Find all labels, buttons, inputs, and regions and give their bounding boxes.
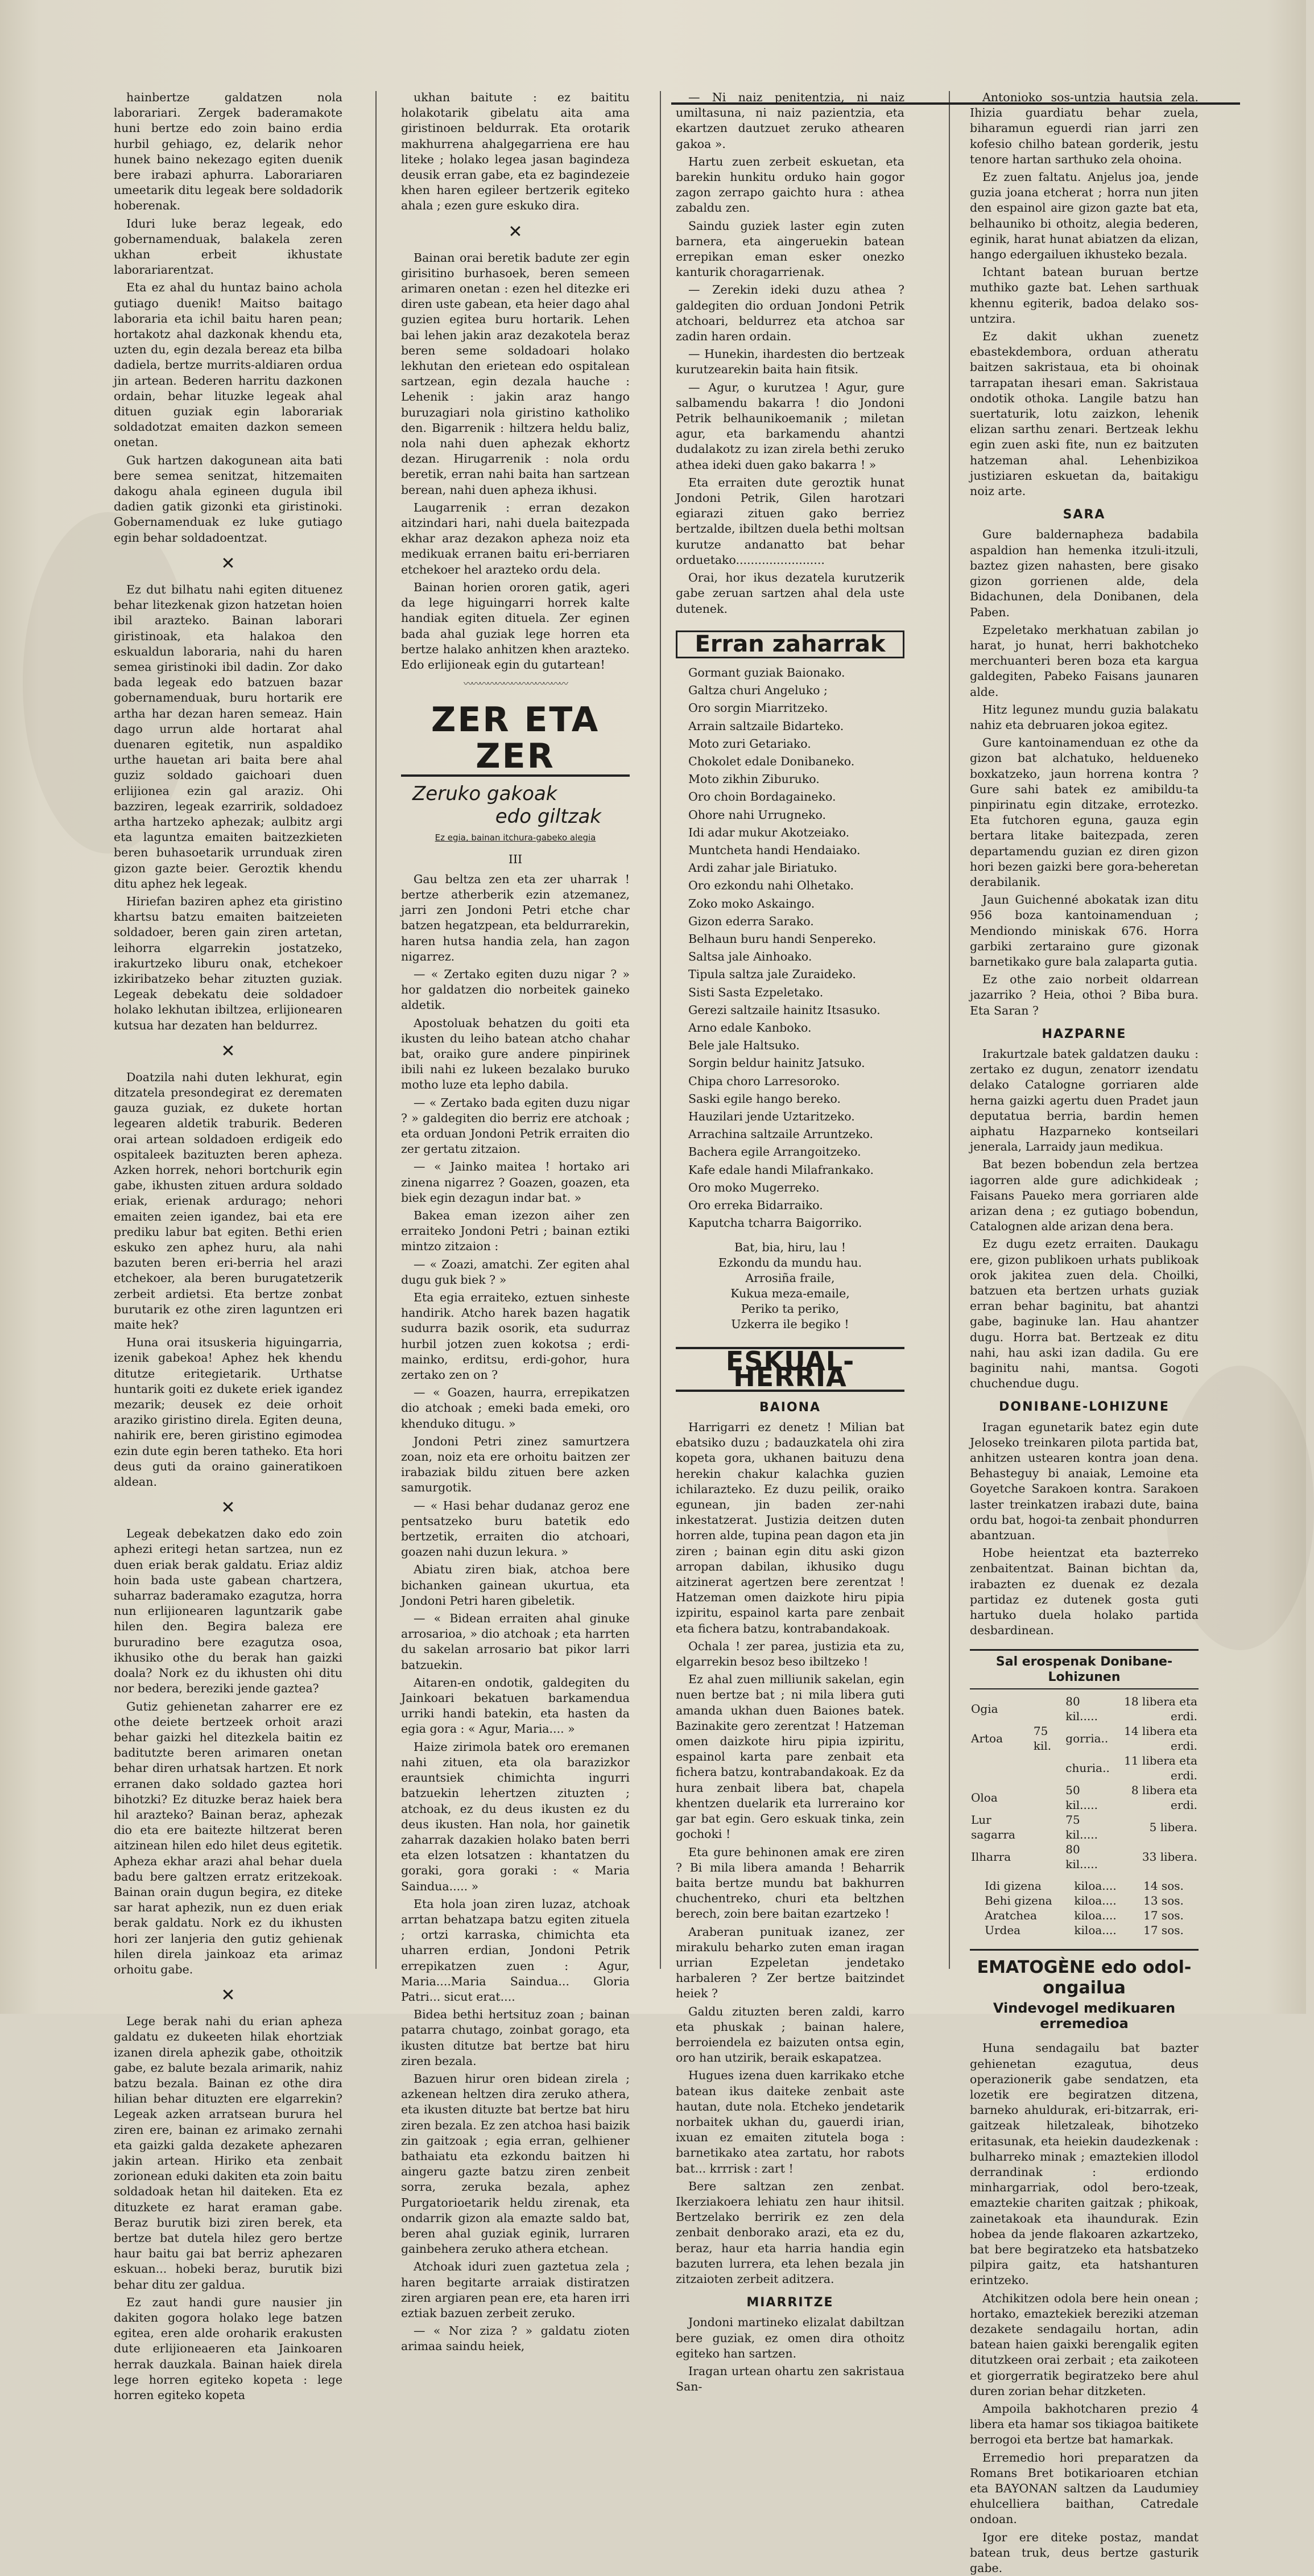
list-item: Arrain saltzaile Bidarteko. (688, 719, 844, 733)
table-row (970, 1694, 1199, 1724)
column-4 (970, 90, 1199, 2575)
table-cell (1032, 1842, 1064, 1872)
paragraph: Ez ahal zuen milliunik sakelan, egin nuen bertze bat ; ni mila libera guti amanda ukhan duen Baiones batek. Bazinakite gero zerentzat ! Hatzeman omen daizkote hiru pipia izpiritu, espainol karta pare zenbait eta fichera batzu, kontrabandakoak. Ez da hura zenbait libera bat, chapela khentzen duelarik eta lurreraino kor gar bat egin. Gero eskuak tinka, zein gochoki ! (676, 1672, 904, 1841)
paragraph: Aitaren-en ondotik, galdegiten du Jainkoari bekatuen barkamendua urriki handi batekin, eta hasten da egia gora : « Agur, Maria.... » (401, 1675, 630, 1736)
verse-line: Ezkondu da mundu hau. (718, 1256, 862, 1270)
paragraph: — « Nor ziza ? » galdatu zioten arimaa saindu heiek, (401, 2324, 630, 2354)
table-row (970, 1842, 1199, 1872)
paragraph: Atchoak iduri zuen gaztetua zela ; haren begitarte arraiak distiratzen ziren argiaren pean ere, eta haren irri eztiak bazuen zerbeit zeruko. (401, 2260, 630, 2320)
table-cell: Aratchea (985, 1908, 1037, 1922)
paragraph: Orai, hor ikus dezatela kurutzerik gabe zeruan sartzen ahal dela uste dutenek. (676, 571, 904, 616)
paragraph: Harrigarri ez denetz ! Milian bat ebatsiko duzu ; badauzkatela ohi zira kopeta gora, ukhanen baituzu dena herekin chakur kalachka guzien ichilarazteko. Ez duzu peilik, oraiko egunean, jin baden zer-nahi inkestatzerat. Justizia deitzen duten horren alde, tupina pean dagon eta jin ziren ; bainan egin ditu aski gizon arropan dabilan, ikhusiko dugu aitzinerat agertzen bere zerentzat ! Hatzeman omen daizkote hiru pipia izpiritu, espainol karta pare zenbait eta fichera batzu, kontrabandakoak. (676, 1420, 904, 1635)
town-heading: MIARRITZE (746, 2295, 834, 2310)
list-item: Oro choin Bordagaineko. (688, 790, 836, 804)
price-table (970, 1694, 1199, 1872)
paragraph: Lege berak nahi du erian apheza galdatu ez dukeeten hilak ehortziak izanen direla aphezik gabe, othoitzik gabe, ez balute bezala arimarik, nahiz batzu bezala. Bainan ez othe dira hilian behar dituzten ere elgarrekin? Legeak azken arratsean burura hel ziren ere, bainan ez arimako zernahi eta gaizki galda dezakete aphezaren jakin artean. Hiriko eta zenbait zorionean eduki dakiten eta zoin baitu soldadoak hetan hil daiteken. Eta ez dituzkete ez harat eraman gabe. Beraz burutik bizi ziren berek, eta bertze bat dutela hilez gero bertze haur baitu gai bat berriz aphezaren eskuan... hobeki beraz, burutik bizi behar ditu zer galdua. (114, 2014, 342, 2291)
paragraph: Antonioko sos-untzia hautsia zela. Ihizia guardiatu behar zuela, biharamun eguerdi rian jarri zen kofesio chilho batean gorderik, jestu tenore hartan sarthuko zela ohoina. (970, 90, 1199, 166)
paragraph: hainbertze galdatzen nola laborariari. Zergek baderamakote huni bertze edo zoin baino erdia hurbil gehiago, ez, delarik nehor hunek baino nekezago egiten duenik bere irabazi aphurra. Laborariaren umeetarik ditu legeak bere soldadorik hoberenak. (114, 90, 342, 213)
column-rule (660, 91, 661, 1969)
list-item: Saltsa jale Ainhoako. (688, 950, 812, 964)
list-item: Bachera egile Arrangoitzeko. (688, 1145, 861, 1159)
paragraph: Iragan egunetarik batez egin dute Jeloseko treinkaren pilota partida bat, anhitzen ustearen kontra joan dena. Behasteguy bi anaiak, Lemoine eta Goyetche Sarakoen kontra. Sarakoen laster treinkatzen irabazi dute, baina ordu bat, hogoi-ta zenbait phondurren abantzuan. (970, 1420, 1199, 1543)
table-cell: gorria.. (1065, 1731, 1109, 1745)
verse (676, 1240, 904, 1332)
table-cell (1032, 1812, 1064, 1842)
column-1 (114, 90, 342, 2402)
verse-line: Arrosiña fraile, (745, 1271, 835, 1285)
table-cell: 18 libera eta erdi. (1124, 1694, 1197, 1723)
paragraph: Bakea eman izezon aiher zen erraiteko Jondoni Petri ; bainan eztiki mintzo zitzaion : (401, 1208, 630, 1254)
paragraph: — Hunekin, ihardesten dio bertzeak kurutzearekin baita hain fitsik. (676, 347, 904, 377)
table-cell: kiloa.... (1074, 1893, 1117, 1907)
story-tagline: Ez egia, bainan itchura-gabeko alegia (435, 832, 596, 843)
list-item: Moto zuri Getariako. (688, 736, 811, 751)
table-cell: 75 kil. (1033, 1724, 1052, 1753)
town-heading: BAIONA (759, 1400, 821, 1415)
paragraph: Jondoni martineko elizalat dabiltzan bere guziak, ez omen dira othoitz egiteko han sartzen. (676, 2315, 904, 2360)
list-item: Oro sorgin Miarritzeko. (688, 701, 828, 715)
table-cell: 80 kil..... (1065, 1694, 1098, 1723)
paragraph: Bat bezen bobendun zela bertzea iagorren alde gure adichkideak ; Faisans Paueko mera gorriaren alde arizan dena ; ez gutiago bobendun, Catalognen alde arizan dena bera. (970, 1157, 1199, 1234)
story-body (401, 872, 630, 2355)
list-item: Gerezi saltzaile hainitz Itsasuko. (688, 1003, 881, 1017)
list-item: Gizon ederra Sarako. (688, 914, 814, 928)
table-cell: 14 libera eta erdi. (1124, 1724, 1197, 1753)
paragraph: Atchikitzen odola bere hein onean ; hortako, emaztekiek bereziki atzeman dezakete sendagailu hortan, adin batean haien gaixki berengalik egiten ditutzkeen orai zerbait ; eta zaikoteen et giorgerratik begiratzeko bere ahul duren zorian behar ditzketen. (970, 2291, 1199, 2398)
table-cell (1032, 1783, 1064, 1812)
paragraph: Bainan horien ororen gatik, ageri da lege higuingarri horrek kalte handiak egiten dituela. Zer eginen bada ahal guziak lege horren eta bertze halako anhitzen khen arazteko. Edo erlijioneak egin du gutartean! (401, 580, 630, 671)
list-item: Gormant guziak Baionako. (688, 665, 845, 679)
list-item: Hauzilari jende Uztaritzeko. (688, 1109, 855, 1123)
story-subtitle: edo giltzak (495, 805, 601, 829)
paragraph: Laugarrenik : erran dezakon aitzindari hari, nahi duela baitezpada ekhar araz dezakon apheza noiz eta medikuak erranen baitu eri-berriaren etchekoer hel arazteko ordu dela. (401, 500, 630, 576)
section-separator-icon: ✕ (508, 221, 523, 242)
town-heading: DONIBANE-LOHIZUNE (999, 1400, 1170, 1415)
paragraph: Ez zuen faltatu. Anjelus joa, jende guzia joana etcherat ; horra nun jiten den espainol aire gizon gazte bat eta, belhauniko bi othoitz, alegia bederen, eginik, harat hunat abiatzen da elizan, hango edergailuen ikhusteko bezala. (970, 170, 1199, 262)
table-cell: Lur sagarra (971, 1812, 1015, 1841)
list-item: Arrachina saltzaile Arruntzeko. (688, 1127, 874, 1141)
list-item: Moto zikhin Ziburuko. (688, 772, 820, 786)
column-3 (676, 90, 904, 2394)
table-cell: 50 kil..... (1065, 1783, 1098, 1812)
table-cell: Oloa (971, 1790, 998, 1804)
paragraph: Bidea bethi hertsituz zoan ; bainan patarra chutago, zoinbat gorago, eta ikusten ditutze bat bertze bat hiru ziren bezala. (401, 2008, 630, 2068)
ornament-divider-icon: 〰〰〰〰〰〰〰〰〰〰〰〰〰 (463, 678, 567, 690)
town-heading: HAZPARNE (1042, 1027, 1127, 1041)
paragraph: Ez zaut handi gure nausier jin dakiten gogora holako lege batzen egitea, eren alde oroharik erakusten dute erlijioneaeren eta Jainkoaren herrak dauzkala. Bainan haiek direla lege horren egiteko kopeta : lege horren egiteko kopeta (114, 2295, 342, 2402)
list-item: Zoko moko Askaingo. (688, 896, 815, 910)
list-item: Arno edale Kanboko. (688, 1020, 812, 1034)
table-row (984, 1908, 1185, 1923)
article-body (114, 582, 342, 1033)
list-item: Oro ezkondu nahi Olhetako. (688, 879, 854, 893)
table-cell (1032, 1753, 1064, 1783)
paragraph: — Zerekin ideki duzu athea ? galdegiten dio orduan Jondoni Petrik atchoari, beldurrez eta atchoa sar zadin haren ordain. (676, 283, 904, 344)
table-cell: 80 kil..... (1065, 1842, 1098, 1871)
price-table-heading: Sal erospenak Donibane-Lohizunen (970, 1649, 1199, 1689)
section-banner (401, 702, 630, 777)
chapter-number: III (508, 852, 523, 866)
table-cell: Ogia (971, 1701, 998, 1716)
list-item: Galtza churi Angeluko ; (688, 683, 828, 698)
paragraph: Ez dugu ezetz erraiten. Daukagu ere, gizon publikoen urhats publikoak orok jakitea zuen dela. Choilki, batzuen eta bertzen urhats guziak erran behar baginitu, bat ahantzi gabe, baginuke lan. Hau ahantzer dugu. Horra bat. Bertzeak ez ditu nahi, hau aski izan dadila. Gu ere baginitu nahi, mantsa. Gogoti chuchendue dugu. (970, 1237, 1199, 1391)
list-item: Idi adar mukur Akotzeiako. (688, 825, 850, 839)
paragraph: Abiatu ziren biak, atchoa bere bichanken gainean ukurtua, eta Jondoni Petri haren gibeletik. (401, 1563, 630, 1608)
verse-line: Uzkerra ile begiko ! (731, 1317, 849, 1332)
table-row (970, 1783, 1199, 1812)
column-2 (401, 90, 630, 2354)
paragraph: — « Hasi behar dudanaz geroz ene pentsatzeko buru batetik edo bertzetik, erraiten dio atchoari, goazen nahi duzun lekura. » (401, 1498, 630, 1559)
table-row (970, 1724, 1199, 1753)
paragraph: Eta egia erraiteko, eztuen sinheste handirik. Atcho harek bazen hagatik sudurra bazik osorik, eta sudurraz hurbil jotzen zuen kokotsa ; erdi-mainko, erditsu, erdi-gohor, hura zertako zen on ? (401, 1291, 630, 1382)
paragraph: Hiriefan baziren aphez eta giristino khartsu batzu emaiten baitzeieten soldadoer, beren gain ziren artetan, leihorra elgarrekin jostatzeko, irakurtzeko liburu onak, etchekoer izkiribatzeko behar zituzten guziak. Legeak debekatu deie soldadoer holako lekhutan ibiltzea, erlijionearen kutsua har dezaten han beldurrez. (114, 894, 342, 1032)
paragraph: Bazuen hirur oren bidean zirela ; azkenean heltzen dira zeruko athera, eta ikusten dituzte bat bertze bat hiru ziren bezala. Ez zen atchoa hasi baizik zin gaitzoak ; egia erran, gelhiener bathaiatu eta ezkondu baitzen hi aingeru gazte batzu ziren zenbeit sorra, zeruka bezala, aphez Purgatorioetarik heldu zirenak, eta ondarrik gizon ala emazte saldo bat, beren ahal guziak eginik, lurraren gainbehera zeruko athera etchean. (401, 2071, 630, 2256)
section-separator-icon: ✕ (221, 1985, 235, 2006)
table-cell: kiloa.... (1074, 1923, 1117, 1937)
paragraph: — « Zoazi, amatchi. Zer egiten ahal dugu guk biek ? » (401, 1257, 630, 1287)
table-cell: 11 libera eta erdi. (1124, 1753, 1197, 1782)
paragraph: Guk hartzen dakogunean aita bati bere semea senitzat, hitzemaiten dakogu ahala egineen dugula ibil dadien gatik gizonki eta giristinoki. Gobernamenduak ez luke gutiago egin behar soldadoentzat. (114, 453, 342, 545)
table-row (984, 1923, 1185, 1938)
verse-line: Kukua meza-emaile, (730, 1287, 850, 1301)
paragraph: Huna sendagailu bat bazter gehienetan ezagutua, deus operazionerik gabe sendatzen, eta lozetik ere begiratzen ditzena, barneko ahuldurak, eri-bitzarrak, eri-gaitzeak hiletzaleak, bihotzeko eritasunak, eta heiekin daudezkenak : bulharreko minak ; emaztekien illodol derrandinak : erdiondo minhargarriak, odol bero-tzeak, emaztekie chariten gaitzak ; phikoak, zainetakoak eta ihaundurak. Ezin hobea da jende flakoaren azkartzeko, bat bere begiratzeko eta hatsbatzeko pilpira gaitz, eta hatshanturen erintzeko. (970, 2041, 1199, 2288)
verse-line: Bat, bia, hiru, lau ! (734, 1240, 846, 1255)
paragraph: Hobe heientzat eta bazterreko zenbaitentzat. Bainan bichtan da, irabazten ez duenak ez dezala partidaz ez dutenek gosta guti hartuko duela holako partida desbardinean. (970, 1546, 1199, 1638)
table-cell: 17 sos. (1143, 1908, 1184, 1922)
table-cell: 13 sos. (1143, 1893, 1184, 1907)
list-item: Muntcheta handi Hendaiako. (688, 843, 861, 857)
article-body (114, 1526, 342, 1977)
paragraph: — « Zertako egiten duzu nigar ? » hor galdatzen dio norbeitek gaineko aldetik. (401, 967, 630, 1012)
paragraph: Gutiz gehienetan zaharrer ere ez othe deiete bertzeek orhoit arazi behar gaizki hel ditezkela baitin ez baditutzte beren arimaren onetan behar diren urhatsak hartzen. Et nork erranen dako soldado gaztea hori bihotzki? Ez dituzke beraz haiek bera hil arazteko? Bainan beraz, aphezak dio eta ere baitezte hiltzerat beren aitzinean hilen edo hilet deus egitetik. Apheza ekhar arazi ahal behar duela badu bere galtzen erratz eritzekoak. Bainan orain dugun begira, ez diteke sar harat aphezik, nun ez duen eriak berak galdatu. Nork ez du ikhusten hori zer lanjeria den gutiz gehienak hilen direla jainkoaz eta arimaz orhoitu gabe. (114, 1699, 342, 1976)
paragraph: ukhan baitute : ez baititu holakotarik gibelatu aita ama giristinoen beldurrak. Eta orotarik makhurrena ahalgegarriena ere hau liteke ; holako legea jasan bagindeza deusik erran gabe, eta ez bagindezeie khen haren egileer bertzerik egiteko ahala ; ezen gure eskuko dira. (401, 90, 630, 213)
paragraph: Ezpeletako merkhatuan zabilan jo harat, jo hunat, herri bakhotcheko merchuanteri beren boza eta kargua galdegiten, Pabeko Faisans jaunaren alde. (970, 623, 1199, 699)
table-cell: kiloa.... (1074, 1908, 1117, 1922)
section-separator-icon: ✕ (221, 1041, 235, 1061)
section-separator-icon: ✕ (221, 1498, 235, 1518)
paragraph: Ez dakit ukhan zuenetz ebastekdembora, orduan atheratu baitzen sakristaua, eta bi ohoinak tarrapatan ihesari eman. Sakristaua ondotik othoka. Langile batzu han suertaturik, lotu zaizkon, lehenik elizan sarthu zenari. Bertzeak lekhu egin zuen aski fite, nun ez baitzuten hatzeman ahal. Lehenbizikoa justiziaren eskuetan da, baitakigu noiz arte. (970, 329, 1199, 498)
paragraph: Araberan punituak izanez, zer mirakulu beharko zuten eman iragan urrian Ezpeletan jendetako harbaleren ? Zer bertze baitzindet heiek ? (676, 1924, 904, 2001)
paragraph: Eta hola joan ziren luzaz, atchoak arrtan behatzapa batzu egiten zituela ; ortzi karraska, chimichta eta uharren erdian, Jondoni Petrik errepikatzen zuen : Agur, Maria....Maria Saindua... Gloria Patri... sicut erat.... (401, 1897, 630, 2004)
paragraph: Hugues izena duen karrikako etche batean ikus daiteke zenbait aste hautan, dute nola. Etcheko jendetarik norbaitek ukhan du, gauerdi irian, ixuan ez emaiten zitutela boga : barnetikako atea zartatu, hor rabots bat... krrrisk : zart ! (676, 2068, 904, 2175)
table-cell: kiloa.... (1074, 1878, 1117, 1893)
list-item: Tipula saltza jale Zuraideko. (688, 967, 856, 982)
paragraph: Eta erraiten dute geroztik hunat Jondoni Petrik, Gilen harotzari egiarazi zituen gako berriez bertzalde, ibiltzen duela bethi moltsan kurutze andanatto bat behar orduetako........................ (676, 475, 904, 567)
paragraph: Ochala ! zer parea, justizia eta zu, elgarrekin besoz beso ibiltzeko ! (676, 1639, 904, 1669)
town-heading: SARA (1063, 508, 1106, 522)
article-body (114, 90, 342, 546)
list-item: Sisti Sasta Ezpeletako. (688, 985, 824, 999)
section-heading: Erran zaharrak (676, 630, 904, 658)
paragraph: Iragan urtean ohartu zen sakristaua San- (676, 2364, 904, 2394)
paragraph: Galdu zituzten beren zaldi, karro eta phuskak ; bainan halere, berroiendela ez baizuten ontsa egin, oro han utzirik, beraik eskapatzea. (676, 2004, 904, 2065)
verse-line: Periko ta periko, (741, 1302, 840, 1316)
paragraph: Igor ere diteke postaz, mandat batean truk, deus bertze gasturik gabe. (970, 2530, 1199, 2575)
table-cell: 14 sos. (1143, 1878, 1184, 1893)
paragraph: — « Zertako bada egiten duzu nigar ? » galdegiten dio berriz ere atchoak ; eta orduan Jondoni Petrik erraiten dio zer gertatu zitzaion. (401, 1095, 630, 1156)
list-item: Oro moko Mugerreko. (688, 1180, 820, 1194)
list-item: Ohore nahi Urrugneko. (688, 807, 826, 822)
paragraph: Gure kantoinamenduan ez othe da gizon bat alchatuko, heldueneko boxkatzeko, jaun horrena kontra ? Gure sahi batek ez amibildu-ta pinpirinatu egin ditzake, errotezko. Eta futchoren eguna, gauza egin bertara litake baitezpada, zeren departamendu guzian ez diren gizon hori bezen gaizki bere gora-beheretan derabilanik. (970, 736, 1199, 889)
list-item: Chokolet edale Donibaneko. (688, 754, 855, 768)
paragraph: Hitz legunez mundu guzia balakatu nahiz eta debruaren jokoa egitez. (970, 702, 1199, 732)
list-item: Belhaun buru handi Senpereko. (688, 932, 877, 946)
advertisement-heading: EMATOGÈNE edo odol-ongailua (970, 1949, 1199, 1998)
table-cell: 5 libera. (1149, 1820, 1197, 1834)
paragraph: Iduri luke beraz legeak, edo gobernamenduak, balakela zeren ukhan erbeit ikhustate laborariarentzat. (114, 216, 342, 277)
table-cell: Artoa (971, 1731, 1003, 1745)
paragraph: Bere saltzan zen zenbat. Ikerziakoera lehiatu zen haur ihitsil. Bertzelako berririk ez zen dela zenbait denborako arazi, eta ez du, beraz, haur eta harria handia egin bazuten lurrera, eta lehen bezala jin zitzaioten zerbeit aditzera. (676, 2179, 904, 2286)
table-cell: churia.. (1065, 1761, 1110, 1775)
section-separator-icon: ✕ (221, 553, 235, 574)
table-cell: Behi gizena (985, 1893, 1052, 1907)
table-row (984, 1878, 1185, 1893)
paragraph: Apostoluak behatzen du goiti eta ikusten du leiho batean atcho chahar bat, oraiko gure andere pinpirinek ibili nahi ez lukeen bezalako buruko motho luze eta lepho dabila. (401, 1016, 630, 1092)
paragraph: Hartu zuen zerbeit eskuetan, eta barekin hunkitu orduko hain gogor zagon zerrapo gaichto hura : athea zabaldu zen. (676, 154, 904, 215)
paragraph: Saindu guziek laster egin zuten barnera, eta aingeruekin batean errepikan eman esker onezko kanturik choragarrienak. (676, 219, 904, 279)
paragraph: Irakurtzale batek galdatzen dauku : zertako ez dugun, zenatorr izendatu delako Catalogne gorriaren alde herna gaizki agertu duen Pradet jaun deputatua berria, bardin hemen aiphatu Hazparneko kontseilari jenerala, Larraidy jaun medikua. (970, 1046, 1199, 1154)
paragraph: — « Jainko maitea ! hortako ari zinena nigarrez ? Goazen, goazen, eta biek egin dezagun indar bat. » (401, 1160, 630, 1205)
column-rule (949, 91, 950, 1969)
table-cell: Ilharra (971, 1849, 1011, 1864)
paragraph: Ichtant batean buruan bertze muthiko gazte bat. Lehen sarthuak khennu egiterik, badoa delako sos-untzira. (970, 265, 1199, 325)
table-row (984, 1893, 1185, 1908)
sayings-list (676, 665, 904, 1231)
list-item: Sorgin beldur hainitz Jatsuko. (688, 1056, 865, 1070)
paragraph: Gau beltza zen eta zer uharrak ! bertze atherberik ezin atzemanez, jarri zen Jondoni Petri etche char batzen hegatzpean, eta beldurrarekin, haren hutsa handia zela, han zagon nigarrez. (401, 872, 630, 963)
list-item: Saski egile hango bereko. (688, 1091, 841, 1106)
paragraph: Ampoila bakhotcharen prezio 4 libera eta hamar sos tikiagoa baitikete berrogoi eta bertze bat hamarkak. (970, 2401, 1199, 2447)
column-rule (375, 91, 377, 1969)
meat-price-table (984, 1878, 1185, 1938)
list-item: Oro erreka Bidarraiko. (688, 1198, 823, 1212)
paragraph: — « Bidean erraiten ahal ginuke arrosarioa, » dio atchoak ; eta harrten du sakelan arrosario bat pikor larri batzuekin. (401, 1611, 630, 1672)
paragraph: Jondoni Petri zinez samurtzera zoan, noiz eta ere orhoitu baitzen zer irabaziak bildu zituen bere azken samurgotik. (401, 1434, 630, 1495)
paragraph: — Ni naiz penitentzia, ni naiz umiltasuna, ni naiz pazientzia, eta ekartzen dautzuet zeruko athearen gakoa ». (676, 90, 904, 151)
paragraph: Huna orai itsuskeria higuingarria, izenik gabekoa! Aphez hek khendu ditutze eritegietarik. Urthatse huntarik goiti ez dukete eriek igandez mezarik; deusek ez deie orhoit araziko giristino direla. Egiten deuna, nahirik ere, beren giristino egimodea ezin dute egin beren tatheko. Eta hori deus guti da oraino gaineratikoen aldean. (114, 1336, 342, 1489)
table-row (970, 1753, 1199, 1783)
paragraph: Eta gure behinonen amak ere ziren ? Bi mila libera amanda ! Beharrik baita bertze mundu bat bakhurren chuchentreko, churi eta beltzhen berech, zoin bere baitan ezartzeko ! (676, 1845, 904, 1921)
list-item: Ardi zahar jale Biriatuko. (688, 861, 837, 875)
table-cell: 75 kil..... (1065, 1812, 1098, 1841)
table-cell (970, 1753, 1032, 1783)
table-cell (1032, 1694, 1064, 1724)
table-cell: 17 sos. (1143, 1923, 1184, 1937)
paragraph: Haize zirimola batek oro eremanen nahi zituen, eta ola barazizkor erauntsiek chimichta ingurri batzuekin lehertzen zituzten ; atchoak, ez du deus ikusten ez du deus ikusten. Han nola, hor gainetik zaharrak dazakien holako baten berri eta elzen lotsatzen : khantatzen du goraki, gora goraki : « Maria Saindua..... » (401, 1740, 630, 1893)
advertisement-subheading: Vindevogel medikuaren erremedioa (993, 2000, 1176, 2032)
paragraph: — « Goazen, haurra, errepikatzen dio atchoak ; emeki bada emeki, oro khenduko ditugu. » (401, 1386, 630, 1431)
paragraph: — Agur, o kurutzea ! Agur, gure salbamendu bakarra ! dio Jondoni Petrik belhaunikoemanik ; miletan agur, eta barkamendu ahantzi dudalakotz zu izan zirela bethi zeruko athea ideki duen gako bakarra ! » (676, 380, 904, 472)
paragraph: Bainan orai beretik badute zer egin girisitino burhasoek, beren semeen arimaren onetan : ezen hel ditezke eri diren uste gabean, eta heier dago ahal guzien egitea buru hortarik. Lehen bai lehen jakin araz dezakotela beraz beren seme soldadoari holako lekhutan den erietean edo ospitalean sartzean, egin dezala hauche : Lehenik : jakin araz hango buruzagiari nola giristino katholiko den. Bigarrenik : hiltzera heldu baliz, nola nahi duen aphezak ekhortz dezan. Hirugarrenik : nola ordu beretik, erran nahi baita han sartzean berean, nahi duen apheza ikhusi. (401, 250, 630, 497)
story-title: Zeruko gakoak (412, 782, 557, 806)
article-body (114, 1070, 342, 1490)
paragraph: Doatzila nahi duten lekhurat, egin ditzatela presondegirat ez derematen gauza guziak, ez dukete hortan legearen aldetik traburik. Bederen orai artean soldadoen erdigeik edo ospitaleek bazituzten beren apheza. Azken horrek, nehori bortchurik egin gabe, ikhusten zituen ardura soldado eriak, erienak ardurago; nehori emaiten zeien igandez, bai eta ere prediku labur bat egiten. Bethi erien eskuko zen aphez huru, ala nahi bazuten beren eri-berria hel arazi etchekoer, ala beren burugatetzerik zerbeit ardietsi. Eta bertze zonbat burutarik ez othe ziren laguntzen eri maite hek? (114, 1070, 342, 1332)
paragraph: Eta ez ahal du huntaz baino achola gutiago duenik! Maitso baitago laboraria eta ichil baitu haren pean; hortakotz ahal dazkonak khendu eta, uzten du, egin dezala bereaz eta bilba dadiela, bertze murrits-aldiaren ordua jin artean. Bederen harritu dazkonen ordain, behar lituzke legeak ahal dituen guziak egin laborariak soldadotzat emaiten dazkon semeen onetan. (114, 281, 342, 450)
section-heading: ESKUAL-HERRIA (676, 1347, 904, 1391)
paragraph: Jaun Guichenné abokatak izan ditu 956 boza kantoinamenduan ; Mendiondo miniskak 676. Horra garbiki zertaraino gure gizonak barnetikako gure bala zalaparta gutia. (970, 893, 1199, 968)
paragraph: Gure baldernapheza badabila aspaldion han hemenka itzuli-itzuli, baztez gizen nahasten, bere gisako gizon gorrienen alde, dela Bidachunen, dela Donibanen, dela Paben. (970, 527, 1199, 619)
table-cell: 33 libera. (1142, 1849, 1197, 1864)
list-item: Chipa choro Larresoroko. (688, 1074, 840, 1088)
table-row (970, 1812, 1199, 1842)
article-body (114, 2014, 342, 2403)
paragraph: Legeak debekatzen dako edo zoin aphezi eritegi hetan sartzea, nun ez duen eriak berak galdatu. Eriaz aldiz hoin bada uste gabean chartzera, suharraz baderamako ezagutza, horra nun erlijionearen laguntzarik gabe hilen den. Begira baleza ere bururadino bere ezagutza osoa, ikhusiko othe du berak han gaizki doala? Nork ez du ikhusten ohi ditu nor bedera, bereziki jende gaztea? (114, 1527, 342, 1696)
banner-title: ZER ETA ZER (401, 702, 630, 777)
paragraph: Ez othe zaio norbeit oldarrean jazarriko ? Heia, othoi ? Biba bura. Eta Saran ? (970, 972, 1199, 1017)
list-item: Kafe edale handi Milafrankako. (688, 1163, 874, 1177)
table-cell: Urdea (985, 1923, 1021, 1937)
table-cell: 8 libera eta erdi. (1131, 1783, 1197, 1812)
list-item: Kaputcha tcharra Baigorriko. (688, 1216, 862, 1230)
list-item: Bele jale Haltsuko. (688, 1038, 800, 1053)
paragraph: Ez dut bilhatu nahi egiten dituenez behar litezkenak gizon hatzetan hoien ibil arazteko. Bainan laborari giristinoak, eta halakoa den eskualdun laboraria, nahi du haren semea giristinoki ibil dadin. Zor dako bada legeak edo batzuen bazar gobernamenduak, buru hortarik ere artha har dezan haren semeaz. Hain dago urrun alde hortarat ahal duenaren egitetik, nun aspaldiko urthe hauetan ari baita bere ahal guziz soldado gaichoari duen erlijionea ezin gal araziz. Ohi bazziren, legeak ezarririk, soldadoez artha hartzeko aphezak; aulbitz argi eta laguntza emaiten baitzezkieten beren buhasoetarik urrunduak ziren gizon gazte beier. Geroztik khendu ditu aphez hek legeak. (114, 582, 342, 891)
table-cell: Idi gizena (985, 1878, 1042, 1893)
paragraph: Erremedio hori preparatzen da Romans Bret botikarioaren etchian eta BAYONAN saltzen da Laudumiey ehulcelliera baithan, Catredale ondoan. (970, 2450, 1199, 2526)
